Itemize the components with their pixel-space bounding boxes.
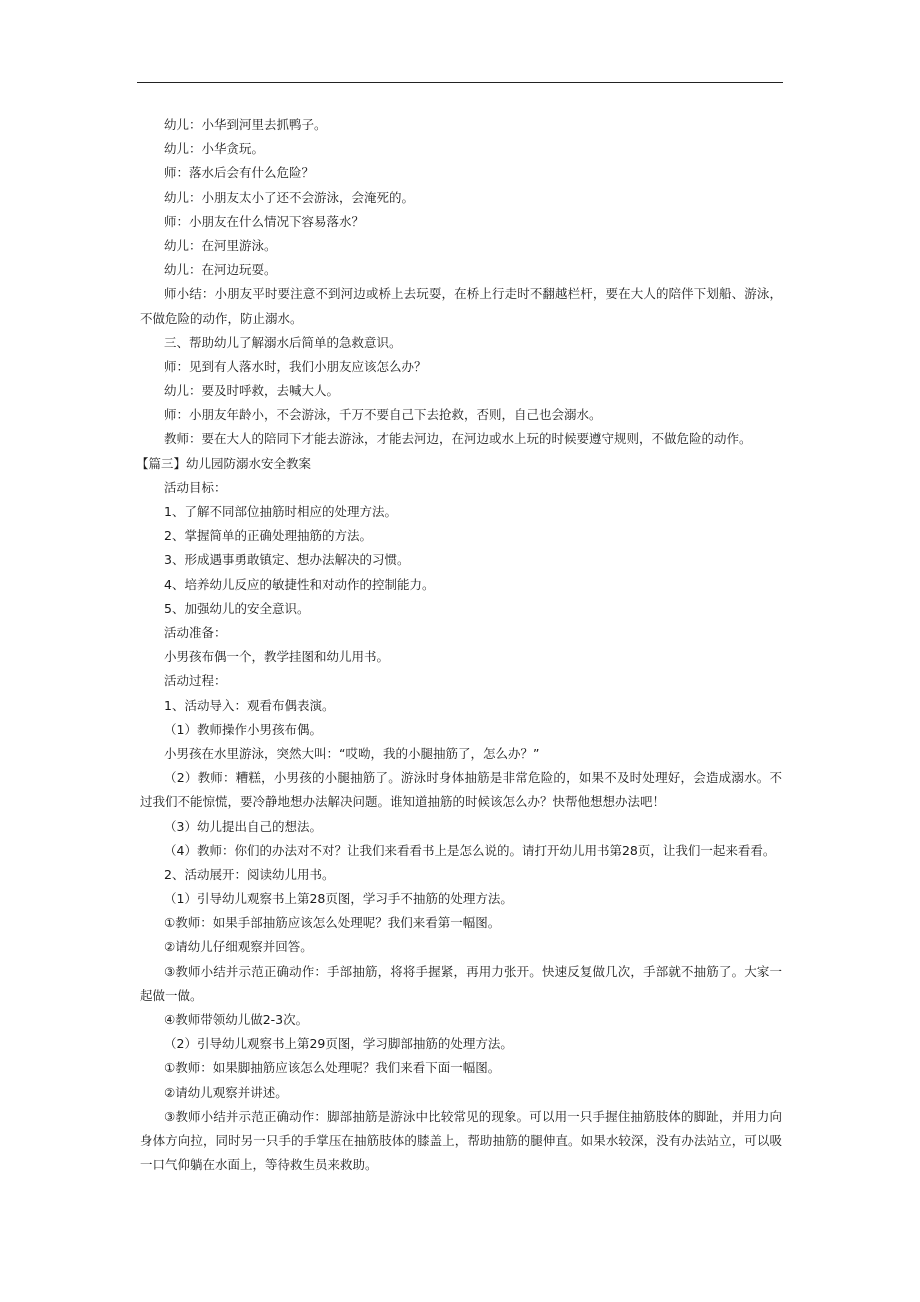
text-line: 师：小朋友年龄小，不会游泳，千万不要自己下去抢救，否则，自己也会溺水。 — [164, 407, 602, 423]
text-line: 教师：要在大人的陪同下才能去游泳，才能去河边，在河边或水上玩的时候要遵守规则，不做危险的动作。 — [164, 431, 752, 447]
text-line: 幼儿：要及时呼救，去喊大人。 — [164, 383, 340, 399]
text-line: 活动准备： — [164, 624, 227, 640]
text-line: ②请幼儿仔细观察并回答。 — [164, 939, 313, 955]
paragraph: ③教师小结并示范正确动作：脚部抽筋是游泳中比较常见的现象。可以用一只手握住抽筋肢体的脚趾，并用力向身体方向拉，同时另一只手的手掌压在抽筋肢体的膝盖上，帮助抽筋的腿伸直。如果水较深，没有办法站立，可以吸一口气仰躺在水面上，等待救生员来救助。 — [140, 1108, 782, 1173]
text-line: 1、活动导入：观看布偶表演。 — [164, 697, 335, 713]
text-line: 3、形成遇事勇敢镇定、想办法解决的习惯。 — [164, 552, 410, 568]
text-line: 师：小朋友在什么情况下容易落水？ — [164, 213, 365, 229]
paragraph: （2）教师：糟糕，小男孩的小腿抽筋了。游泳时身体抽筋是非常危险的，如果不及时处理好，会造成溺水。不过我们不能惊慌，要冷静地想办法解决问题。谁知道抽筋的时候该怎么办？快帮他想想办法吧！ — [140, 770, 782, 810]
text-line: ②请幼儿观察并讲述。 — [164, 1084, 288, 1100]
header-rule — [137, 82, 783, 83]
paragraph: 师小结：小朋友平时要注意不到河边或桥上去玩耍，在桥上行走时不翻越栏杆，要在大人的陪伴下划船、游泳，不做危险的动作，防止溺水。 — [140, 286, 782, 326]
section-heading: 【篇三】幼儿园防溺水安全教案 — [136, 455, 312, 471]
text-line: 5、加强幼儿的安全意识。 — [164, 600, 310, 616]
text-line: （3）幼儿提出自己的想法。 — [164, 818, 322, 834]
text-line: 2、掌握简单的正确处理抽筋的方法。 — [164, 528, 372, 544]
text-line: 4、培养幼儿反应的敏捷性和对动作的控制能力。 — [164, 576, 435, 592]
text-line: 1、了解不同部位抽筋时相应的处理方法。 — [164, 504, 397, 520]
text-line: 小男孩布偶一个，教学挂图和幼儿用书。 — [164, 649, 390, 665]
text-line: ①教师：如果脚抽筋应该怎么处理呢？我们来看下面一幅图。 — [164, 1060, 501, 1076]
text-line: 师：落水后会有什么危险？ — [164, 165, 315, 181]
text-line: 三、帮助幼儿了解溺水后简单的急救意识。 — [164, 334, 402, 350]
text-line: 幼儿：在河边玩耍。 — [164, 262, 277, 278]
text-line: （1）引导幼儿观察书上第28页图，学习手不抽筋的处理方法。 — [164, 891, 513, 907]
text-line: 师：见到有人落水时，我们小朋友应该怎么办？ — [164, 358, 427, 374]
text-line: 幼儿：在河里游泳。 — [164, 237, 277, 253]
document-body — [136, 113, 782, 1177]
text-line: ④教师带领幼儿做2-3次。 — [164, 1012, 309, 1028]
text-line: 小男孩在水里游泳，突然大叫：“哎呦，我的小腿抽筋了，怎么办？” — [164, 745, 540, 761]
text-line: 活动目标： — [164, 479, 227, 495]
text-line: 幼儿：小华贪玩。 — [164, 141, 265, 157]
text-line: 幼儿：小华到河里去抓鸭子。 — [164, 117, 327, 132]
text-line: （1）教师操作小男孩布偶。 — [164, 721, 322, 737]
paragraph: ③教师小结并示范正确动作：手部抽筋，将将手握紧，再用力张开。快速反复做几次，手部就不抽筋了。大家一起做一做。 — [140, 963, 782, 1003]
text-line: 幼儿：小朋友太小了还不会游泳，会淹死的。 — [164, 189, 415, 205]
text-line: 2、活动展开：阅读幼儿用书。 — [164, 866, 335, 882]
text-line: （2）引导幼儿观察书上第29页图，学习脚部抽筋的处理方法。 — [164, 1036, 513, 1052]
text-line: （4）教师：你们的办法对不对？让我们来看看书上是怎么说的。请打开幼儿用书第28页，让我们一起来看看。 — [164, 842, 776, 858]
text-line: 活动过程： — [164, 673, 227, 689]
text-line: ①教师：如果手部抽筋应该怎么处理呢？我们来看第一幅图。 — [164, 915, 501, 931]
